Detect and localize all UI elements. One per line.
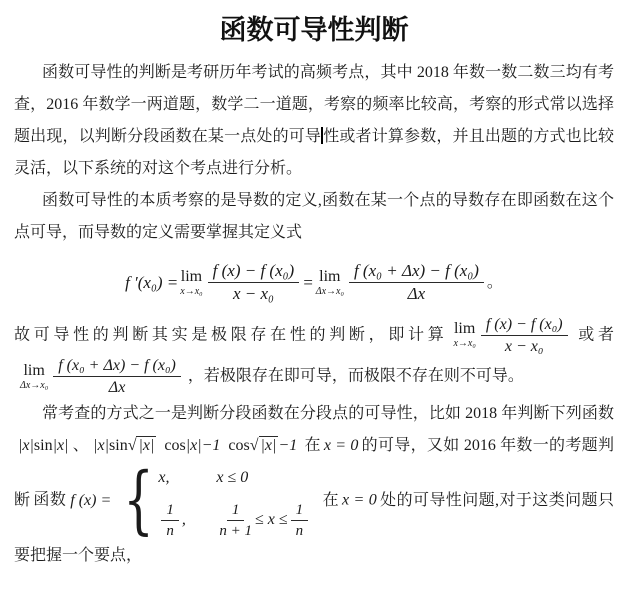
derivative-lhs: f ′(x₀) =	[125, 273, 179, 293]
fraction-numerator: f (x) − f (x₀)	[208, 261, 300, 283]
page-title: 函数可导性判断	[219, 15, 409, 45]
or-text: 或者	[574, 326, 614, 344]
limit-operator-x: lim x→x₀	[453, 320, 476, 350]
expression-cos-abs-minus-one: cos |x| −1	[164, 430, 220, 462]
limit-judgment-lead: 故可导性的判断其实是极限存在性的判断，即计算	[14, 326, 448, 344]
fraction-denominator: x − x₀	[232, 284, 274, 304]
cos-operator: cos	[228, 436, 250, 454]
delta-quotient-fraction	[349, 261, 484, 305]
limit-operator-x: lim x→x₀	[180, 267, 203, 297]
piecewise-function	[70, 457, 315, 544]
expression-abs-sin-abs: |x| sin |x|	[18, 430, 68, 462]
formula-period: 。	[486, 273, 503, 291]
difference-quotient-fraction	[208, 261, 300, 305]
x-equals-zero: x = 0	[342, 491, 377, 509]
paragraph-examples	[14, 398, 614, 572]
radical-icon: √	[127, 436, 137, 454]
row2-value: $\frac{1}{n}$ ,	[158, 501, 216, 540]
left-brace: {	[123, 457, 155, 544]
expression-cos-sqrt-minus-one: cos √ |x| −1	[228, 430, 297, 462]
inline-difference-quotient	[451, 315, 570, 356]
row1-condition: x ≤ 0	[216, 468, 249, 486]
intro-text-after-cursor: 性或者计算参数，并且出题的方式也比较灵活，以下系统的对这个考点进行分析。	[14, 128, 614, 177]
one-over-n-fraction: $\frac{1}{n}$	[161, 501, 179, 540]
examples-lead: 常考查的方式之一是判断分段函数在分段点的可导性，比如 2018 年判断下列函数	[42, 404, 614, 422]
at-text: 在	[322, 491, 339, 509]
limit-operator-dx: lim Δx→x₀	[315, 267, 344, 297]
fx-equals: f (x) =	[70, 491, 112, 509]
examples-tail: 处的可导性问题,对于这类问题只要把握一个要点，	[14, 491, 614, 564]
one-over-n-fraction: $\frac{1}{n}$	[291, 501, 309, 540]
difference-quotient-fraction: $\frac{\text{f (x) − f (x₀)}}{\text{x − x₀}}$	[481, 315, 568, 356]
piecewise-rows	[158, 462, 311, 540]
radical-icon: √	[249, 436, 259, 454]
paragraph-limit-judgment	[14, 315, 614, 398]
equals-sign: =	[302, 273, 314, 293]
fraction-denominator: Δx	[407, 284, 426, 304]
row2-inequality: ≤ x ≤	[254, 511, 288, 529]
piecewise-row-1	[158, 462, 311, 494]
limit-judgment-tail: ，若极限存在即可导，而极限不存在则不可导。	[187, 367, 524, 385]
examples-mid: 的可导，又如 2016 年数一的考题判断	[14, 436, 614, 509]
expression-abs-sin-sqrt: |x| sin √ |x|	[93, 430, 156, 462]
piecewise-body	[115, 457, 311, 544]
sqrt-expression: √ |x|	[249, 436, 277, 454]
function-label: 函数	[33, 491, 67, 509]
one-over-n-plus-1-fraction: $\frac{1}{n + 1}$	[219, 501, 252, 539]
x-equals-zero: x = 0	[323, 436, 359, 454]
fraction-numerator: f (x₀ + Δx) − f (x₀)	[349, 261, 484, 283]
inline-delta-quotient	[18, 356, 184, 397]
piecewise-row-2	[158, 501, 311, 540]
sqrt-expression: √ |x|	[127, 436, 155, 454]
at-text: 在	[304, 436, 321, 454]
paragraph-definition-intro: 函数可导性的本质考察的是导数的定义,函数在某一个点的导数存在即函数在这个点可导，而导数的定义需要掌握其定义式	[14, 192, 614, 241]
derivative-lhs-group	[125, 261, 503, 305]
paragraph-intro	[14, 57, 614, 185]
row1-value: x,	[158, 468, 170, 486]
sin-operator: sin	[33, 436, 53, 454]
intro-text-before-cursor: 函数可导性的判断是考研历年考试的高频考点，其中 2018 年数一数二数三均有考查，2016 年数学一两道题，数学二一道题，考察的频率比较高，考察的形式常以选择题出现，以判断分段函数在某一点处的可导	[14, 64, 614, 145]
sin-operator: sin	[109, 436, 128, 454]
derivative-definition-formula	[14, 261, 614, 305]
limit-operator-dx: lim Δx→x₀	[20, 361, 49, 391]
cos-operator: cos	[164, 436, 186, 454]
enumeration-comma: 、	[72, 436, 90, 454]
delta-quotient-fraction: $\frac{\text{f (x₀ + Δx) − f (x₀)}}{\Delta x}$	[53, 356, 181, 397]
